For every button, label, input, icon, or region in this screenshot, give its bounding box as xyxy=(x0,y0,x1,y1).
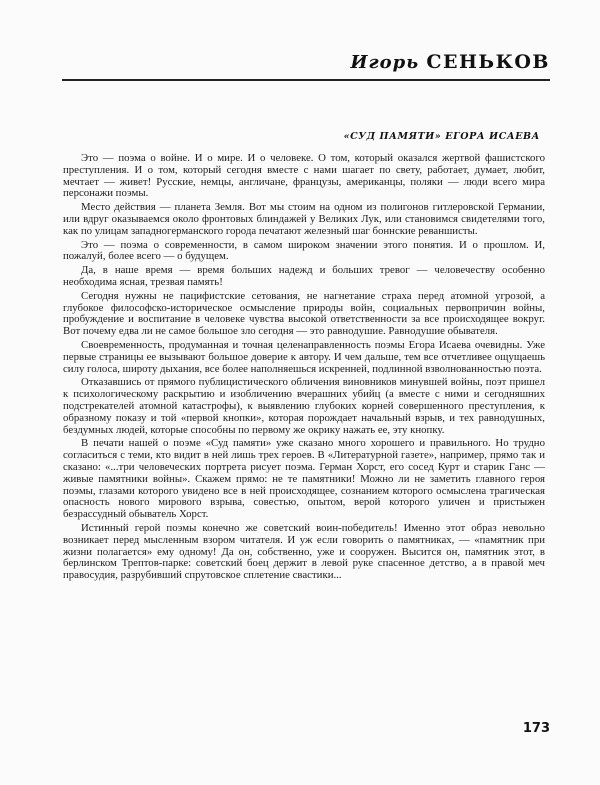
author-heading xyxy=(350,51,550,73)
paragraph: Это — поэма о войне. И о мире. И о человеке. О том, который оказался жертвой фашистского преступления. И о том, который сегодня вместе с нами шагает по свету, работает, думает, любит, мечтает — живет! Русские, немцы, англичане, французы, американцы, поляки — люди всего мира персонажи поэмы. xyxy=(63,152,545,200)
paragraph: Да, в наше время — время больших надежд и больших тревог — человечеству особенно необходима ясная, трезвая память! xyxy=(63,264,545,288)
paragraph: Сегодня нужны не пацифистские сетования, не нагнетание страха перед атомной угрозой, а глубокое философско-историческое осмысление природы войн, социальных первопричин войны, пробуждение и воспитание в человеке чувства высокой ответственности за все происходящее вокруг. Вот почему едва ли не самое большое зло сегодня — это равнодушие. Равнодушие обывателя. xyxy=(63,289,545,338)
page-number: 173 xyxy=(522,721,550,736)
paragraph: Это — поэма о современности, в самом широком значении этого понятия. И о прошлом. И, пожалуй, более всего — о будущем. xyxy=(63,238,545,263)
header-rule xyxy=(62,79,550,81)
article-title: «СУД ПАМЯТИ» ЕГОРА ИСАЕВА xyxy=(343,131,540,142)
paragraph: Место действия — планета Земля. Вот мы стоим на одном из полигонов гитлеровской Германии, или вдруг оказываемся около фронтовых блиндажей у Великих Лук, или становимся свидетелями того, как по улицам западногерманского города печатают железный шаг боннские реваншисты. xyxy=(63,201,545,237)
paragraph: Отказавшись от прямого публицистического обличения виновников минувшей войны, поэт пришел к психологическому раскрытию и изобличению вчерашних убийц (а вместе с ними и сегодняшних подстрекателей атомной катастрофы), к выявлению глубоких корней совершенного преступления, к образному показу и той «первой кнопки», которая порождает начальный взрыв, и тех равнодушных, бездумных людей, которые способны по первому же окрику нажать ее, эту кнопку. xyxy=(63,376,545,436)
author-last-name: СЕНЬКОВ xyxy=(426,51,550,73)
author-first-name: Игорь xyxy=(350,52,420,73)
paragraph: В печати нашей о поэме «Суд памяти» уже сказано много хорошего и правильного. Но трудно согласиться с теми, кто видит в ней лишь трех героев. В «Литературной газете», например, прямо так и сказано: «...три человеческих портрета рисует поэма. Герман Хорст, его сосед Курт и старик Ганс — живые памятники войны». Скажем прямо: не те памятники! Можно ли не заметить главного героя поэмы, глазами которого увидено все в ней происходящее, сознанием которого осмыслена трагическая опасность нового мирового взрыва, совестью, опытом, верой которого уличен и пристыжен безрассудный обыватель Хорст. xyxy=(63,437,545,521)
paragraph: Истинный герой поэмы конечно же советский воин-победитель! Именно этот образ невольно возникает перед мысленным взором читателя. И уж если говорить о памятниках, — «памятник при жизни полагается» ему одному! Да он, собственно, уже и сооружен. Высится он, памятник этот, в берлинском Трептов-парке: советский боец держит в левой руке спасенное детство, а в правой меч правосудия, разрубивший спрутовское сплетение свастики... xyxy=(63,521,545,582)
paragraph: Своевременность, продуманная и точная целенаправленность поэмы Егора Исаева очевидны. Уже первые страницы ее вызывают большое доверие к автору. И чем дальше, тем все отчетливее ощущаешь силу голоса, широту дыхания, все более наполняешься искренней, подлинной взволнованностью поэта. xyxy=(63,338,545,375)
article-body xyxy=(63,153,545,584)
